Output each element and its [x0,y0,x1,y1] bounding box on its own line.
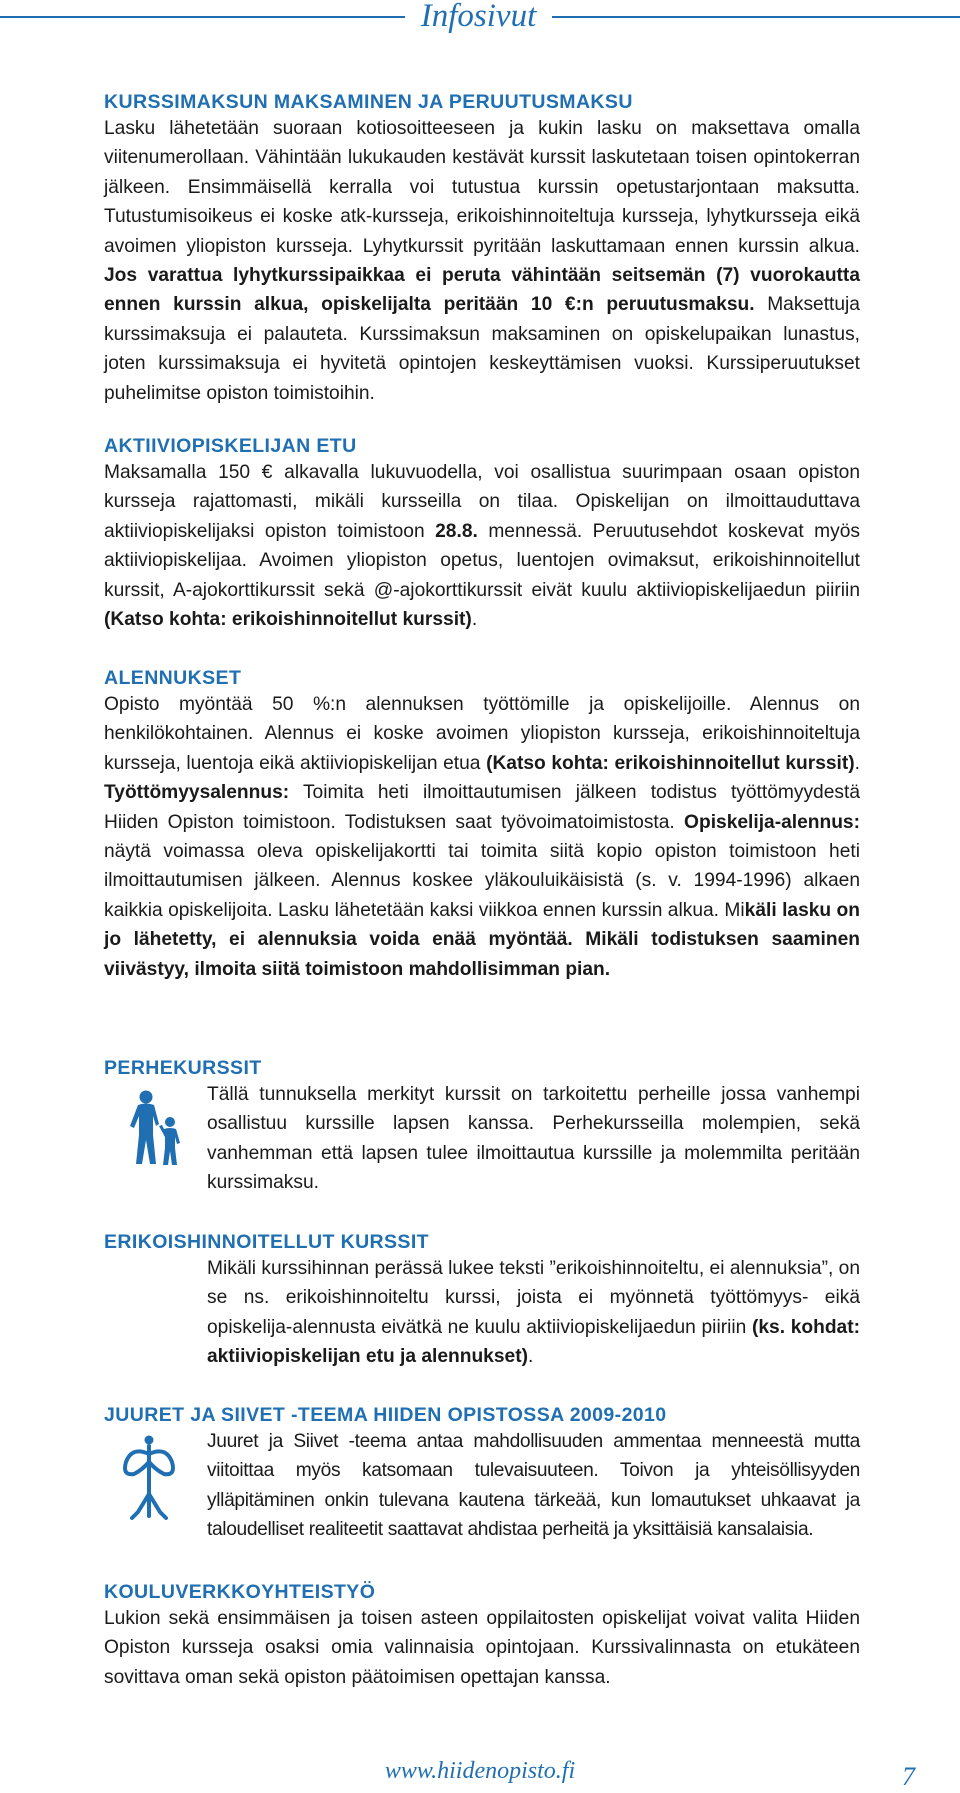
section-heading: PERHEKURSSIT [104,1057,262,1079]
section-kouluverkkoyhteistyo [104,1580,860,1692]
section-heading: ALENNUKSET [104,667,242,689]
header-title: Infosivut [420,0,537,34]
section-body: Maksamalla 150 € alkavalla lukuvuodella, voi osallistua suurimpaan osaan opiston kursseja rajattomasti, mikäli kursseilla on tilaa. Opiskelijan on ilmoittauduttava aktiiviopiskelijaksi opiston toimistoon 28.8. mennessä. Peruutusehdot koskevat myös aktiiviopiskelijaa. Avoimen yliopiston opetus, luentojen ovimaksut, erikoishinnoitellut kurssit, A-ajokorttikurssit sekä @-ajokorttikurssit eivät kuulu aktiiviopiskelijaedun piiriin (Katso kohta: erikoishinnoitellut kurssit). [104,462,860,631]
section-heading: KURSSIMAKSUN MAKSAMINEN JA PERUUTUSMAKSU [104,91,633,113]
section-body: Lasku lähetetään suoraan kotiosoitteeseen ja kukin lasku on maksettava omalla viitenumerollaan. Vähintään lukukauden kestävät kurssit laskutetaan toisen opintokerran jälkeen. Ensimmäisellä kerralla voi tutustua kurssin opetustarjontaan maksutta. Tutustumisoikeus ei koske atk-kursseja, erikoishinnoiteltuja kursseja, lyhytkursseja eikä avoimen yliopiston kursseja. Lyhytkurssit pyritään laskuttamaan ennen kurssin alkua. Jos varattua lyhytkurssipaikkaa ei peruta vähintään seitsemän (7) vuorokautta ennen kurssin alkua, opiskelijalta peritään 10 €:n peruutusmaksu. Maksettuja kurssimaksuja ei palauteta. Kurssimaksun maksaminen on opiskelupaikan lunastus, joten kurssimaksuja ei hyvitetä opintojen keskeyttämisen vuoksi. Kurssiperuutukset puhelimitse opiston toimistoihin. [104,118,860,404]
roots-wings-icon [118,1432,180,1522]
section-juuret-ja-siivet [104,1403,860,1545]
section-body: Lukion sekä ensimmäisen ja toisen asteen oppilaitosten opiskelijat voivat valita Hiiden Opiston kursseja osaksi omia valinnaisia opintojaan. Kurssivalinnasta on etukäteen sovittava oman sekä opiston päätoimisen opettajan kanssa. [104,1608,860,1688]
section-heading: KOULUVERKKOYHTEISTYÖ [104,1581,376,1603]
header-rule-left [0,16,405,18]
page-number: 7 [902,1762,915,1791]
section-body: Juuret ja Siivet -teema antaa mahdollisuuden ammentaa menneestä mutta viitoittaa myös katsomaan tulevaisuuteen. Toivon ja yhteisöllisyyden ylläpitäminen onkin tulevana kautena tärkeää, kun lomautukset uhkaavat ja taloudelliset realiteetit saattavat ahdistaa perheitä ja yksittäisiä kansalaisia. [207,1431,860,1541]
page-header [0,0,960,40]
section-body: Tällä tunnuksella merkityt kurssit on tarkoitettu perheille jossa vanhempi osallistuu kurssille lapsen kanssa. Perhekursseilla molempien, sekä vanhemman että lapsen tulee ilmoittautua kurssille ja molemmilta peritään kurssimaksu. [207,1084,860,1194]
footer-url[interactable]: www.hiidenopisto.fi [384,1758,576,1784]
section-body: Mikäli kurssihinnan perässä lukee teksti ”erikoishinnoiteltu, ei alennuksia”, on se ns. erikoishinnoiteltu kurssi, joista ei myönnetä työttömyys- eikä opiskelija-alennusta eivätkä ne kuulu aktiiviopiskelijaedun piiriin (ks. kohdat: aktiiviopiskelijan etu ja alennukset). [207,1258,860,1368]
section-kurssimaksu [104,90,860,408]
section-alennukset [104,666,860,984]
section-aktiiviopiskelija [104,434,860,634]
header-rule-right [552,16,960,18]
section-heading: AKTIIVIOPISKELIJAN ETU [104,435,357,457]
section-perhekurssit [104,1056,860,1198]
section-heading: ERIKOISHINNOITELLUT KURSSIT [104,1231,429,1253]
family-icon [126,1088,186,1168]
section-erikoishinnoitellut [104,1230,860,1372]
section-heading: JUURET JA SIIVET -TEEMA HIIDEN OPISTOSSA 2009-2010 [104,1404,667,1426]
section-body: Opisto myöntää 50 %:n alennuksen työttömille ja opiskelijoille. Alennus on henkilökohtainen. Alennus ei koske avoimen yliopiston kursseja, erikoishinnoiteltuja kursseja, luentoja eikä aktiiviopiskelijan etua (Katso kohta: erikoishinnoitellut kurssit). Työttömyysalennus: Toimita heti ilmoittautumisen jälkeen todistus työttömyydestä Hiiden Opiston toimistoon. Todistuksen saat työvoimatoimistosta. Opiskelija-alennus: näytä voimassa oleva opiskelijakortti tai toimita siitä kopio opiston toimistoon heti ilmoittautumisen jälkeen. Alennus koskee yläkouluikäisistä (s. v. 1994-1996) alkaen kaikkia opiskelijoita. Lasku lähetetään kaksi viikkoa ennen kurssin alkua. Mikäli lasku on jo lähetetty, ei alennuksia voida enää myöntää. Mikäli todistuksen saaminen viivästyy, ilmoita siitä toimistoon mahdollisimman pian. [104,694,860,980]
